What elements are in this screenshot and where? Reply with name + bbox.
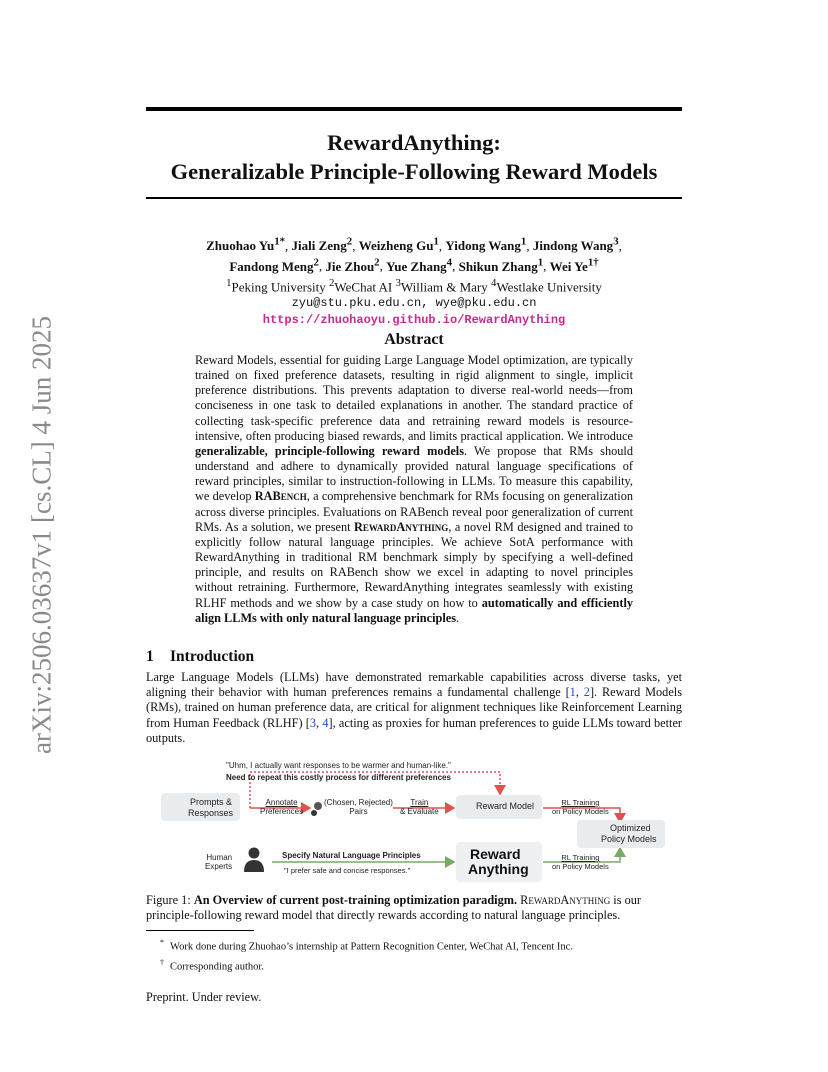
- citation-link[interactable]: 3: [309, 715, 317, 730]
- title-rule-top: [146, 107, 682, 111]
- author: Jiali Zeng$^2$: [291, 236, 353, 254]
- preprint-note: Preprint. Under review.: [146, 990, 262, 1004]
- rewardanything-logo: Reward Anything: [456, 842, 542, 882]
- figure-top-note: Need to repeat this costly process for different preferences: [226, 773, 451, 782]
- rl-training-top-label: RL Training on Policy Models: [552, 798, 609, 816]
- title-line-2: Generalizable Principle-Following Reward Models: [170, 159, 658, 184]
- abstract-paragraph: Reward Models, essential for guiding Large Language Model optimization, are typically trained on fixed preference datasets, resulting in rigid alignment to single, implicit preference distributions. This prevents adaptation to diverse real-world needs—from conciseness in one task to detailed explanations in another. The standard practice of collecting task-specific preference data and retraining reward models is resource-intensive, often producing biased rewards, and limits practical application. We introduce generalizable, principle-following reward models. We propose that RMs should understand and adhere to dynamically provided natural language specifications of reward principles, similar to instruction-following in LLMs. To measure this capability, we develop RABench, a comprehensive benchmark for RMs focusing on generalization across diverse principles. Evaluations on RABench reveal poor generalization of current RMs. As a solution, we present RewardAnything, a novel RM designed and trained to explicitly follow natural language principles. We achieve SotA performance with RewardAnything in traditional RM benchmark simply by specifying a well-defined principle, and results on RABench show we excel in adapting to novel principles without retraining. Furthermore, RewardAnything integrates seamlessly with existing RLHF methods and we show by a case study on how to automatically and efficiently align LLMs with only natural language principles.: [195, 353, 634, 625]
- citation-link[interactable]: 1: [569, 685, 576, 700]
- author-line-1: Zhuohao $Yu^{1*}$, Jiali Zeng$^2$, Weizheng Gu$^1$, Yidong Wang$^1$, Jindong Wang$^3$,: [206, 236, 622, 254]
- author: Yue Zhang$^4$: [386, 256, 453, 274]
- footnote: † Corresponding author.: [160, 957, 264, 972]
- footnote: * Work done during Zhuohao’s internship at Pattern Recognition Center, WeChat AI, Tencent Inc.: [160, 938, 573, 953]
- author: Jindong Wang$^3$: [532, 236, 619, 254]
- figure-top-quote: "Uhm, I actually want responses to be warmer and human-like.": [226, 761, 451, 770]
- train-label: Train & Evaluate: [400, 798, 439, 816]
- author: Wei $Ye^{1\dagger}$: [549, 256, 599, 274]
- author: Shikun Zhang$^1$: [458, 256, 544, 274]
- bottom-quote: "I prefer safe and concise responses.": [284, 866, 411, 875]
- pairs-label: (Chosen, Rejected) Pairs: [324, 798, 393, 816]
- optimized-policy-box: Optimized Policy Models: [577, 820, 665, 848]
- citation-link[interactable]: 4: [322, 715, 329, 730]
- chosen-rejected-icon: [311, 802, 322, 816]
- title-rule-bottom: [146, 197, 682, 199]
- figure-caption: Figure 1: An Overview of current post-training optimization paradigm. RewardAnything is our principle-following reward model that directly rewards according to natural language principles.: [146, 893, 641, 923]
- annotate-label: Annotate Preferences: [260, 798, 304, 816]
- specify-principles-label: Specify Natural Language Principles: [282, 851, 421, 860]
- author: Yidong Wang$^1$: [445, 236, 527, 254]
- section-heading: [146, 648, 254, 666]
- author: Jie Zhou$^2$: [325, 256, 380, 274]
- abstract-heading: Abstract: [384, 331, 444, 348]
- emails: zyu@stu.pku.edu.cn, wye@pku.edu.cn: [291, 295, 537, 310]
- section-title: Introduction: [170, 648, 255, 665]
- abstract-body: [195, 353, 633, 626]
- author: Weizheng Gu$^1$: [358, 236, 439, 254]
- affiliations: $^1$Peking University $^2$WeChat AI $^3$William & Mary $^4$Westlake University: [226, 276, 602, 294]
- prompts-responses-box: Prompts & Responses: [161, 793, 240, 821]
- author: Zhuohao $Yu^{1*}$: [206, 236, 286, 254]
- citation-link[interactable]: 2: [583, 685, 590, 700]
- footnote-rule: [146, 930, 254, 931]
- human-experts-label: Human Experts: [205, 853, 233, 871]
- paper-title: [146, 128, 682, 186]
- title-line-1: RewardAnything:: [327, 130, 501, 155]
- arxiv-id: arXiv:2506.03637v1 [cs.CL] 4 Jun 2025: [26, 316, 57, 754]
- footnotes: [160, 935, 573, 974]
- rl-training-bottom-label: RL Training on Policy Models: [552, 853, 609, 871]
- author-block: [146, 234, 682, 329]
- project-link[interactable]: https://zhuohaoyu.github.io/RewardAnything: [262, 312, 566, 327]
- figure-1: [150, 760, 680, 888]
- human-experts-icon: [244, 848, 264, 873]
- reward-model-box: Reward Model: [456, 795, 542, 819]
- author: Fandong Meng$^2$: [229, 256, 319, 274]
- section-number: 1: [146, 648, 154, 665]
- arxiv-stamp: [22, 310, 62, 760]
- intro-paragraph: Large Language Models (LLMs) have demonstrated remarkable capabilities across diverse tasks, yet aligning their behavior with human preferences remains a fundamental challenge [1, 2]. Reward Models (RMs), trained on human preference data, are critical for alignment techniques like Reinforcement Learning from Human Feedback (RLHF) [3, 4], acting as proxies for human preferences to guide LLMs toward better outputs.: [146, 670, 682, 745]
- author-line-2: Fandong Meng$^2$, Jie Zhou$^2$, Yue Zhang$^4$, Shikun Zhang$^1$, Wei $Ye^{1\dagger}$: [229, 256, 599, 274]
